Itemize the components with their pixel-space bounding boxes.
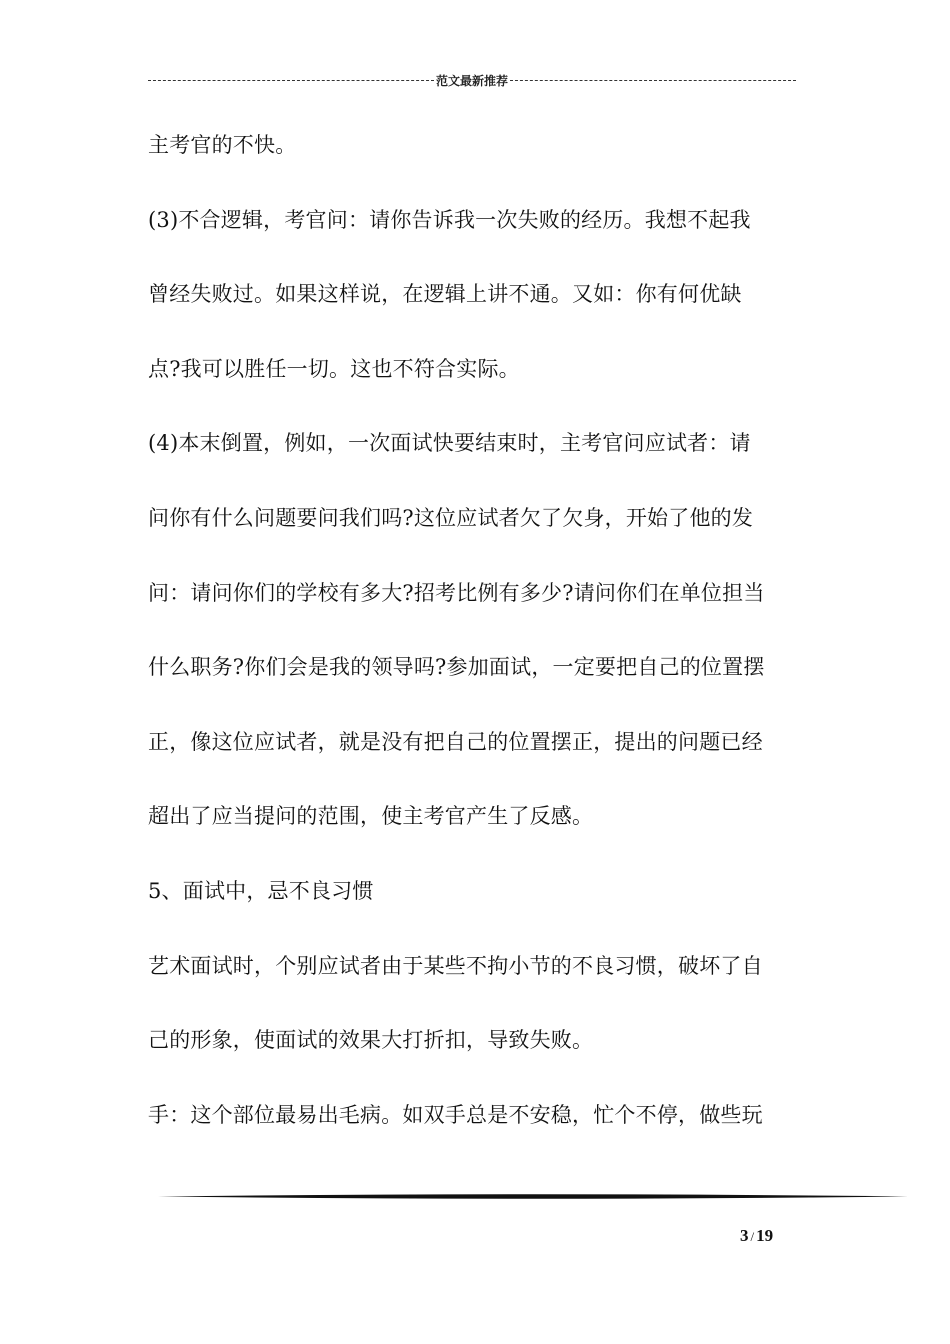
text-line: 主考官的不快。 bbox=[148, 133, 297, 157]
footer-divider bbox=[158, 1193, 908, 1200]
total-pages: 19 bbox=[756, 1226, 774, 1245]
text-line: 问：请问你们的学校有多大?招考比例有多少?请问你们在单位担当 bbox=[148, 580, 765, 605]
text-line: 正，像这位应试者，就是没有把自己的位置摆正，提出的问题已经 bbox=[148, 729, 763, 754]
text-line: 什么职务?你们会是我的领导吗?参加面试，一定要把自己的位置摆 bbox=[148, 655, 765, 680]
current-page: 3 bbox=[740, 1226, 749, 1245]
page-separator: / bbox=[750, 1229, 755, 1244]
text-line: (3)不合逻辑，考官问：请你告诉我一次失败的经历。我想不起我 bbox=[148, 207, 751, 232]
page-header bbox=[148, 68, 796, 92]
text-line: 超出了应当提问的范围，使主考官产生了反感。 bbox=[148, 804, 594, 829]
header-title: 范文最新推荐 bbox=[436, 73, 509, 88]
text-line: 手：这个部位最易出毛病。如双手总是不安稳，忙个不停，做些玩 bbox=[148, 1102, 763, 1127]
text-line: (4)本末倒置，例如，一次面试快要结束时，主考官问应试者：请 bbox=[148, 431, 751, 456]
page-number bbox=[740, 1226, 820, 1246]
text-line: 曾经失败过。如果这样说，在逻辑上讲不通。又如：你有何优缺 bbox=[148, 282, 742, 307]
document-body bbox=[148, 118, 798, 1162]
text-line: 己的形象，使面试的效果大打折扣，导致失败。 bbox=[148, 1028, 594, 1053]
text-line: 艺术面试时，个别应试者由于某些不拘小节的不良习惯，破坏了自 bbox=[148, 953, 763, 978]
text-line: 问你有什么问题要问我们吗?这位应试者欠了欠身，开始了他的发 bbox=[148, 505, 754, 530]
header-dash-right bbox=[510, 80, 796, 81]
text-line: 点?我可以胜任一切。这也不符合实际。 bbox=[148, 356, 520, 381]
section-heading: 5、面试中，忌不良习惯 bbox=[148, 878, 374, 903]
header-dash-left bbox=[148, 80, 434, 81]
